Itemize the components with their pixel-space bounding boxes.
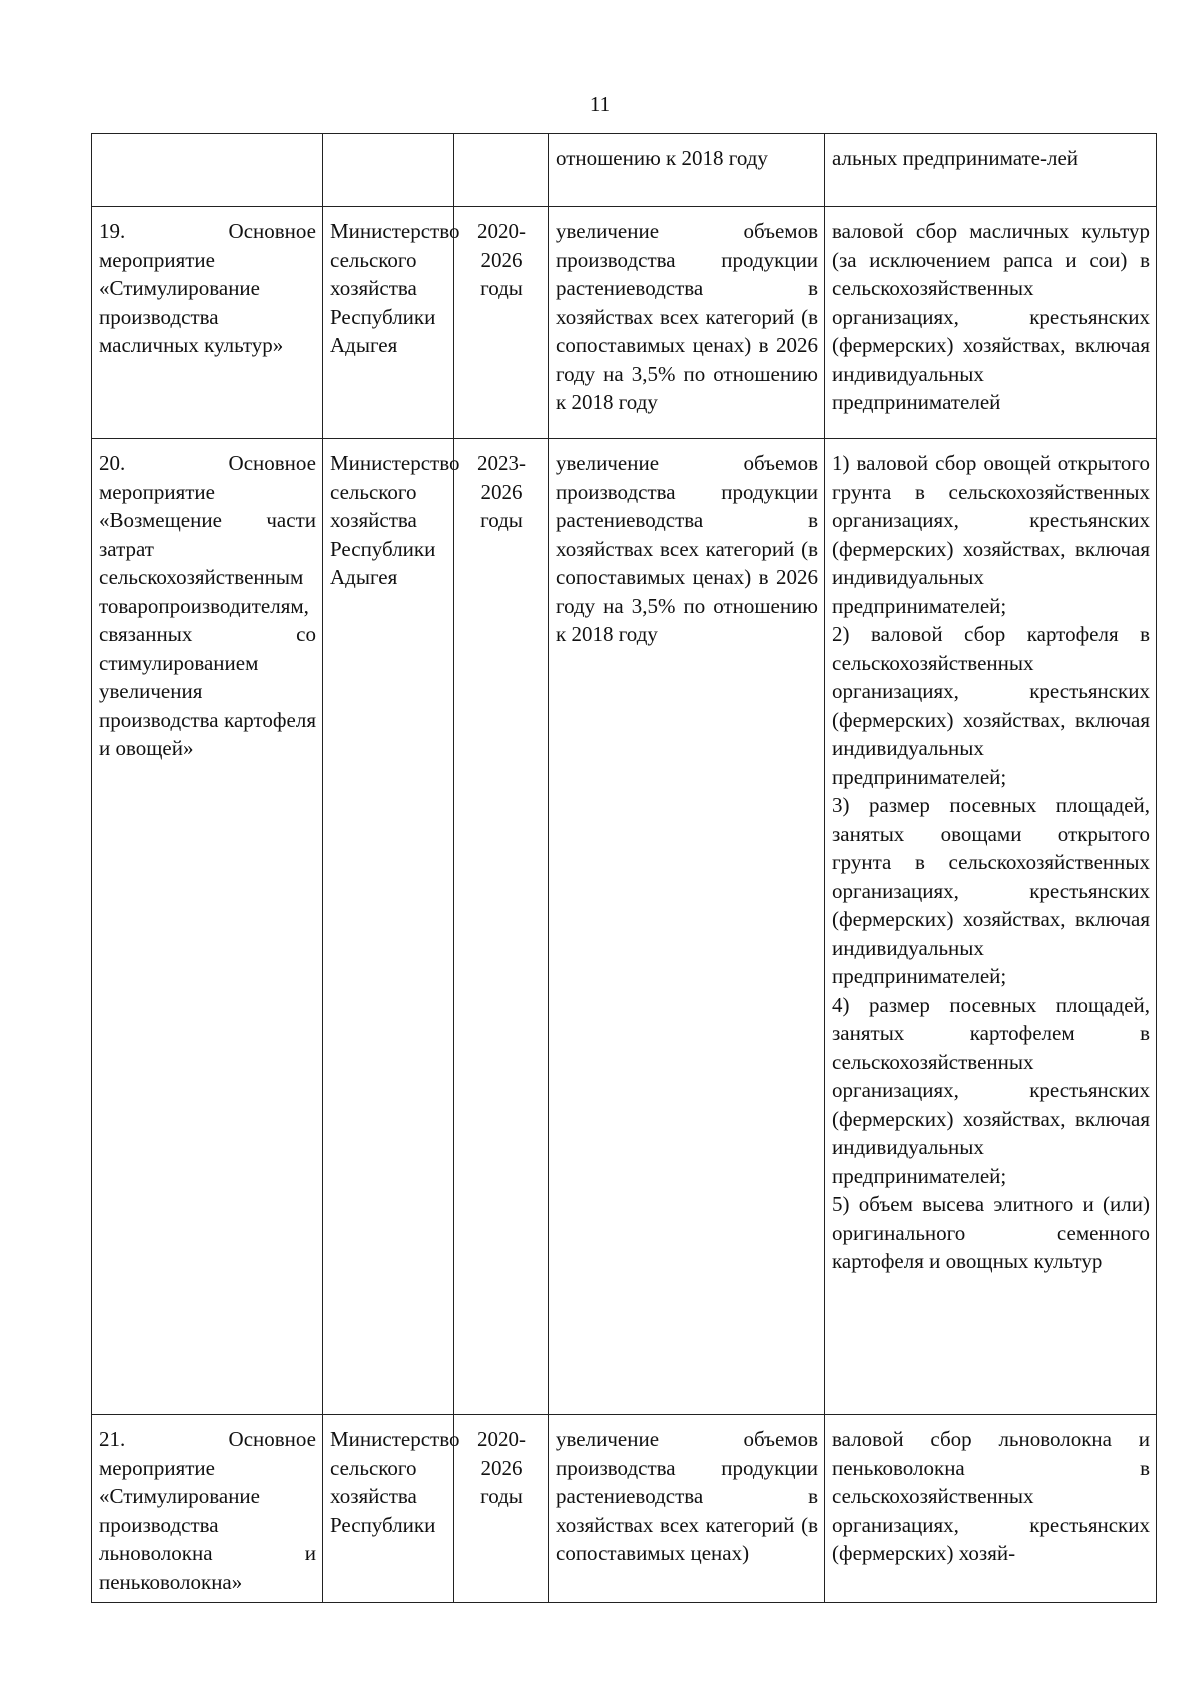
event-cell: 20. Основное мероприятие «Возмещение части затрат сельскохозяйственным товаропроизводителям, связанных со стимулированием увеличения производства картофеля и овощей» [92,439,323,1415]
result-cell: увеличение объемов производства продукции растениеводства в хозяйствах всех категорий (в сопоставимых ценах) в 2026 году на 3,5% по отношению к 2018 году [549,207,825,439]
period-cell: 2023-2026 годы [454,439,549,1415]
indicator-item: 1) валовой сбор овощей открытого грунта в сельскохозяйственных организациях, крестьянских (фермерских) хозяйствах, включая индивидуальных предпринимателей; [832,451,1150,618]
executor-cell: Министерство сельского хозяйства Республики Адыгея [323,439,454,1415]
indicator-item: 2) валовой сбор картофеля в сельскохозяйственных организациях, крестьянских (фермерских) хозяйствах, включая индивидуальных предпринимателей; [832,622,1150,789]
indicator-cell: альных предпринимате-лей [825,134,1157,207]
indicator-cell: валовой сбор льноволокна и пеньковолокна в сельскохозяйственных организациях, крестьянских (фермерских) хозяй- [825,1415,1157,1603]
indicator-item: 3) размер посевных площадей, занятых овощами открытого грунта в сельскохозяйственных организациях, крестьянских (фермерских) хозяйствах, включая индивидуальных предпринимателей; [832,793,1150,988]
indicator-item: 4) размер посевных площадей, занятых картофелем в сельскохозяйственных организациях, крестьянских (фермерских) хозяйствах, включая индивидуальных предпринимателей; [832,992,1150,1188]
event-cell: 19. Основное мероприятие «Стимулирование производства масличных культур» [92,207,323,439]
period-cell: 2020-2026 годы [454,207,549,439]
event-cell: 21. Основное мероприятие «Стимулирование производства льноволокна и пеньковолокна» [92,1415,323,1603]
table-row [92,439,1157,1415]
result-cell: увеличение объемов производства продукции растениеводства в хозяйствах всех категорий (в сопоставимых ценах) в 2026 году на 3,5% по отношению к 2018 году [549,439,825,1415]
period-cell [454,134,549,207]
executor-cell: Министерство сельского хозяйства Республики [323,1415,454,1603]
table-row [92,1415,1157,1603]
measures-table [91,133,1157,1603]
event-cell [92,134,323,207]
page-number: 11 [589,92,611,116]
result-cell: отношению к 2018 году [549,134,825,207]
indicator-cell [825,439,1157,1415]
table-row [92,207,1157,439]
result-cell: увеличение объемов производства продукции растениеводства в хозяйствах всех категорий (в сопоставимых ценах) [549,1415,825,1603]
indicator-cell: валовой сбор масличных культур (за исключением рапса и сои) в сельскохозяйственных организациях, крестьянских (фермерских) хозяйствах, включая индивидуальных предпринимателей [825,207,1157,439]
period-cell: 2020-2026 годы [454,1415,549,1603]
indicator-item: 5) объем высева элитного и (или) оригинального семенного картофеля и овощных культур [832,1192,1150,1273]
table-row [92,134,1157,207]
executor-cell: Министерство сельского хозяйства Республики Адыгея [323,207,454,439]
executor-cell [323,134,454,207]
